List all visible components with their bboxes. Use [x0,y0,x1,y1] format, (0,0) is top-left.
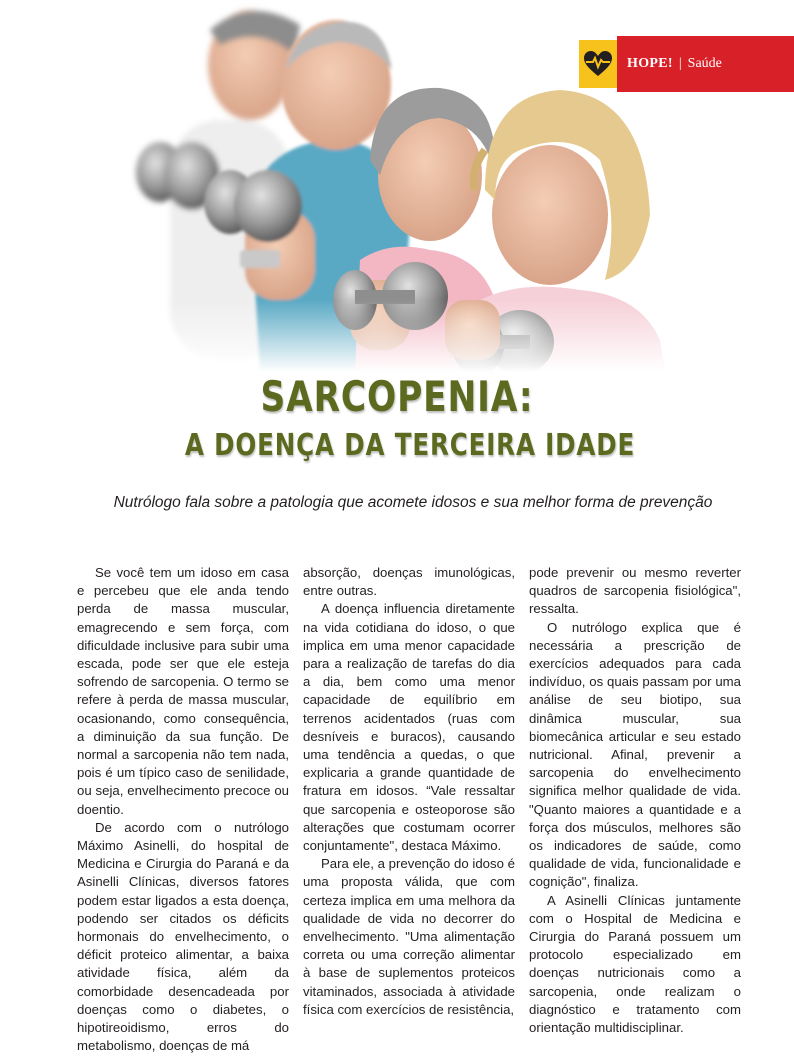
article-lede: Nutrólogo fala sobre a patologia que acomete idosos e sua melhor forma de prevenção [113,494,713,511]
paragraph: Para ele, a prevenção do idoso é uma proposta válida, que com certeza implica em uma melhora da qualidade de vida no decorrer do envelhecimento. "Uma alimentação correta ou uma correção alimentar à base de suplementos proteicos vitaminados, associada à atividade física com exercícios de resistência, [303,856,515,1017]
article-title: SARCOPENIA: [260,372,534,421]
paragraph: A doença influencia diretamente na vida cotidiana do idoso, o que implica em uma menor capacidade para a realização de tarefas do dia a dia, bem como uma menor capacidade de equilíbrio em terrenos acidentados (ruas com desníveis e buracos), causando uma tendência a quedas, o que explicaria a grande quantidade de fratura em idosos. “Vale ressaltar que sarcopenia e osteoporose são alterações que costumam ocorrer conjuntamente", destaca Máximo. [303,601,515,854]
paragraph: De acordo com o nutrólogo Máximo Asinelli, do hospital de Medicina e Cirurgia do Paraná e da Asinelli Clínicas, diversos fatores podem estar ligados a esta doença, podendo ser citados os déficits hormonais do envelhecimento, o déficit proteico alimentar, a baixa atividade física, além da comorbidade desencadeada por doenças como o diabetes, o hipotireoidismo, erros do metabolismo, doenças de má [77,819,289,1054]
section-badge [579,36,794,92]
column-2 [303,564,515,1055]
brand-name: HOPE! [627,56,673,71]
paragraph: A Asinelli Clínicas juntamente com o Hospital de Medicina e Cirurgia do Paraná possuem um protocolo especializado em doenças nutricionais como a sarcopenia, onde realizam o diagnóstico e tratamento com orientação multidisciplinar. [529,892,741,1036]
column-3 [529,564,741,1055]
column-1 [77,564,289,1055]
heart-pulse-icon [579,40,617,88]
article-subtitle-title: A DOENÇA DA TERCEIRA IDADE [184,428,636,463]
section-label [617,36,794,92]
section-name: Saúde [687,56,722,71]
paragraph: absorção, doenças imunológicas, entre outras. [303,565,515,599]
badge-separator: | [678,56,682,71]
paragraph: pode prevenir ou mesmo reverter quadros de sarcopenia fisiológica", ressalta. [529,565,741,617]
paragraph: O nutrólogo explica que é necessária a prescrição de exercícios adequados para cada indivíduo, os quais passam por uma análise de seu biotipo, sua dinâmica muscular, sua biomecânica articular e seu estado nutricional. Afinal, prevenir a sarcopenia do envelhecimento significa melhor qualidade de vida. "Quanto maiores a quantidade e a força dos músculos, melhores são os indicadores de saúde, como qualidade de vida, funcionalidade e cognição", finaliza. [529,619,741,890]
paragraph: Se você tem um idoso em casa e percebeu que ele anda tendo perda de massa muscular, emagrecendo e sem força, com dificuldade inclusive para subir uma escada, pode ser que ele esteja sofrendo de sarcopenia. O termo se refere à perda de massa muscular, ocasionando, como consequência, a diminuição da sua função. De normal a sarcopenia não tem nada, pois é um típico caso de senilidade, ou seja, envelhecimento precoce ou doentio. [77,565,289,817]
article-body [77,564,777,1055]
